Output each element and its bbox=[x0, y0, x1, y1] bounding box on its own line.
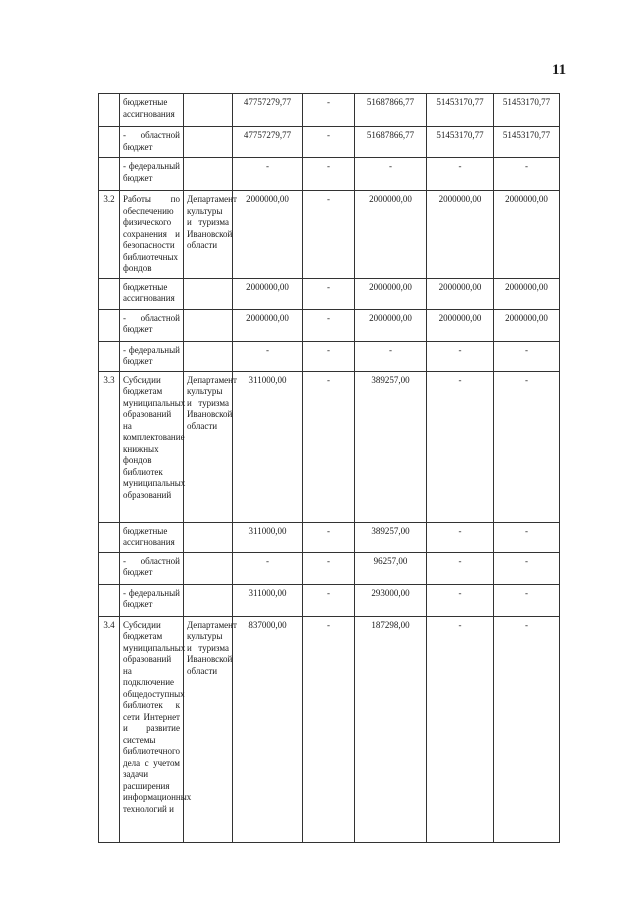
amount-col-4: 2000000,00 bbox=[427, 191, 494, 279]
amount-col-2: - bbox=[303, 158, 355, 191]
amount-col-1: 47757279,77 bbox=[233, 94, 303, 127]
row-number bbox=[99, 522, 120, 552]
amount-col-3: 389257,00 bbox=[355, 522, 427, 552]
table-row bbox=[99, 94, 560, 127]
amount-col-4: 2000000,00 bbox=[427, 309, 494, 341]
amount-col-2: - bbox=[303, 278, 355, 309]
item-description: - федеральный бюджет bbox=[120, 584, 184, 616]
table-row bbox=[99, 584, 560, 616]
responsible-department bbox=[184, 341, 233, 371]
amount-col-2: - bbox=[303, 616, 355, 842]
row-number: 3.4 bbox=[99, 616, 120, 842]
row-number: 3.3 bbox=[99, 371, 120, 522]
amount-col-4: - bbox=[427, 584, 494, 616]
amount-col-4: - bbox=[427, 158, 494, 191]
responsible-department bbox=[184, 522, 233, 552]
amount-col-5: 51453170,77 bbox=[494, 127, 560, 158]
amount-col-4: 51453170,77 bbox=[427, 94, 494, 127]
amount-col-2: - bbox=[303, 191, 355, 279]
item-description: - областной бюджет bbox=[120, 309, 184, 341]
table-row bbox=[99, 522, 560, 552]
amount-col-5: 2000000,00 bbox=[494, 309, 560, 341]
amount-col-3: 2000000,00 bbox=[355, 278, 427, 309]
responsible-department bbox=[184, 309, 233, 341]
responsible-department bbox=[184, 584, 233, 616]
amount-col-3: 51687866,77 bbox=[355, 127, 427, 158]
amount-col-5: - bbox=[494, 158, 560, 191]
amount-col-2: - bbox=[303, 309, 355, 341]
responsible-department bbox=[184, 552, 233, 584]
amount-col-1: - bbox=[233, 341, 303, 371]
amount-col-5: - bbox=[494, 552, 560, 584]
responsible-department: Департамент культуры и туризма Ивановской области bbox=[184, 371, 233, 522]
amount-col-1: 311000,00 bbox=[233, 584, 303, 616]
amount-col-3: - bbox=[355, 158, 427, 191]
table-row bbox=[99, 616, 560, 842]
table-row bbox=[99, 278, 560, 309]
amount-col-5: - bbox=[494, 341, 560, 371]
amount-col-3: 2000000,00 bbox=[355, 191, 427, 279]
item-description: Субсидии бюджетам муниципальных образований на подключение общедоступных библиотек к сети Интернет и развитие системы библиотечного дела с учетом задачи расширения информационных технологий и bbox=[120, 616, 184, 842]
table-row bbox=[99, 158, 560, 191]
amount-col-4: - bbox=[427, 616, 494, 842]
amount-col-1: - bbox=[233, 158, 303, 191]
amount-col-4: - bbox=[427, 371, 494, 522]
amount-col-1: - bbox=[233, 552, 303, 584]
amount-col-2: - bbox=[303, 341, 355, 371]
table-row bbox=[99, 552, 560, 584]
item-description: - федеральный бюджет bbox=[120, 341, 184, 371]
amount-col-1: 2000000,00 bbox=[233, 191, 303, 279]
responsible-department bbox=[184, 94, 233, 127]
table-row bbox=[99, 341, 560, 371]
amount-col-5: 51453170,77 bbox=[494, 94, 560, 127]
amount-col-1: 311000,00 bbox=[233, 371, 303, 522]
amount-col-3: 293000,00 bbox=[355, 584, 427, 616]
amount-col-2: - bbox=[303, 584, 355, 616]
row-number bbox=[99, 127, 120, 158]
amount-col-1: 2000000,00 bbox=[233, 309, 303, 341]
amount-col-4: - bbox=[427, 552, 494, 584]
amount-col-1: 311000,00 bbox=[233, 522, 303, 552]
item-description: - областной бюджет bbox=[120, 127, 184, 158]
amount-col-1: 837000,00 bbox=[233, 616, 303, 842]
table-row bbox=[99, 371, 560, 522]
amount-col-2: - bbox=[303, 371, 355, 522]
amount-col-5: - bbox=[494, 371, 560, 522]
amount-col-3: 389257,00 bbox=[355, 371, 427, 522]
row-number bbox=[99, 309, 120, 341]
budget-table bbox=[98, 93, 560, 843]
amount-col-5: - bbox=[494, 584, 560, 616]
row-number bbox=[99, 341, 120, 371]
row-number bbox=[99, 278, 120, 309]
amount-col-4: 51453170,77 bbox=[427, 127, 494, 158]
responsible-department bbox=[184, 158, 233, 191]
amount-col-5: - bbox=[494, 522, 560, 552]
amount-col-4: 2000000,00 bbox=[427, 278, 494, 309]
responsible-department bbox=[184, 127, 233, 158]
amount-col-2: - bbox=[303, 127, 355, 158]
item-description: бюджетные ассигнования bbox=[120, 94, 184, 127]
amount-col-1: 47757279,77 bbox=[233, 127, 303, 158]
item-description: Субсидии бюджетам муниципальных образований на комплектование книжных фондов библиотек муниципальных образований bbox=[120, 371, 184, 522]
row-number bbox=[99, 158, 120, 191]
table-row bbox=[99, 309, 560, 341]
amount-col-3: 51687866,77 bbox=[355, 94, 427, 127]
responsible-department: Департамент культуры и туризма Ивановской области bbox=[184, 191, 233, 279]
amount-col-5: 2000000,00 bbox=[494, 191, 560, 279]
amount-col-4: - bbox=[427, 522, 494, 552]
amount-col-3: 187298,00 bbox=[355, 616, 427, 842]
amount-col-3: - bbox=[355, 341, 427, 371]
amount-col-3: 96257,00 bbox=[355, 552, 427, 584]
row-number bbox=[99, 584, 120, 616]
amount-col-3: 2000000,00 bbox=[355, 309, 427, 341]
amount-col-4: - bbox=[427, 341, 494, 371]
amount-col-2: - bbox=[303, 552, 355, 584]
amount-col-5: 2000000,00 bbox=[494, 278, 560, 309]
item-description: - областной бюджет bbox=[120, 552, 184, 584]
responsible-department: Департамент культуры и туризма Ивановской области bbox=[184, 616, 233, 842]
row-number bbox=[99, 94, 120, 127]
row-number bbox=[99, 552, 120, 584]
amount-col-1: 2000000,00 bbox=[233, 278, 303, 309]
item-description: бюджетные ассигнования bbox=[120, 522, 184, 552]
item-description: Работы по обеспечению физического сохранения и безопасности библиотечных фондов bbox=[120, 191, 184, 279]
responsible-department bbox=[184, 278, 233, 309]
table-row bbox=[99, 127, 560, 158]
page-number: 11 bbox=[552, 62, 567, 78]
amount-col-2: - bbox=[303, 522, 355, 552]
row-number: 3.2 bbox=[99, 191, 120, 279]
amount-col-5: - bbox=[494, 616, 560, 842]
item-description: - федеральный бюджет bbox=[120, 158, 184, 191]
table-row bbox=[99, 191, 560, 279]
amount-col-2: - bbox=[303, 94, 355, 127]
item-description: бюджетные ассигнования bbox=[120, 278, 184, 309]
